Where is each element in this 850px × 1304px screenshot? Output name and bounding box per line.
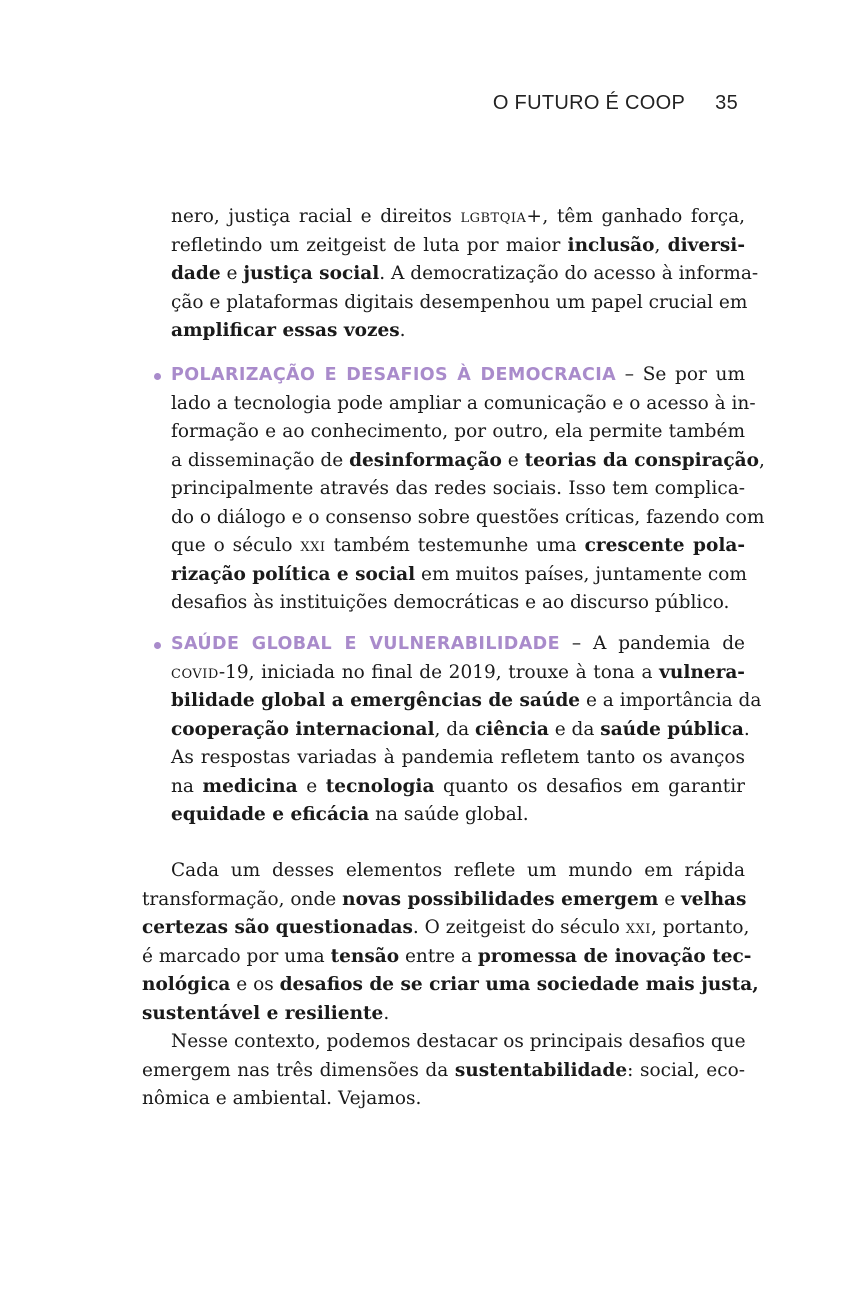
text-line: Nesse contexto, podemos destacar os principais desafios que — [171, 1031, 746, 1052]
bullet-saude — [171, 630, 762, 830]
text-line: que o século xxi também testemunhe uma crescente pola- — [171, 535, 746, 556]
text-line: desafios às instituições democráticas e ao discurso público. — [171, 592, 730, 613]
text-line: nológica e os desafios de se criar uma sociedade mais justa, — [142, 974, 759, 995]
text-line: principalmente através das redes sociais. Isso tem complica- — [171, 478, 745, 499]
bullet-icon — [154, 373, 161, 380]
text-line: amplificar essas vozes. — [171, 320, 406, 341]
text-line: é marcado por uma tensão entre a promessa de inovação tec- — [142, 945, 752, 967]
text-line: refletindo um zeitgeist de luta por maior inclusão, diversi- — [171, 234, 745, 256]
bullet-polarizacao — [171, 361, 765, 618]
text-line: transformação, onde novas possibilidades emergem e velhas — [142, 888, 747, 910]
text-line: POLARIZAÇÃO E DESAFIOS À DEMOCRACIA – Se por um — [171, 364, 745, 385]
text-line: nômica e ambiental. Vejamos. — [142, 1088, 422, 1109]
text-line: As respostas variadas à pandemia refletem tanto os avanços — [171, 747, 745, 768]
bullet-icon — [154, 642, 161, 649]
running-title: O FUTURO É COOP — [492, 92, 686, 114]
text-line: Cada um desses elementos reflete um mundo em rápida — [171, 860, 745, 881]
text-line: nero, justiça racial e direitos lgbtqia+, têm ganhado força, — [171, 206, 745, 227]
text-line: na medicina e tecnologia quanto os desafios em garantir — [171, 775, 745, 797]
text-line: cooperação internacional, da ciência e da saúde pública. — [171, 718, 750, 740]
bullet-heading: SAÚDE GLOBAL E VULNERABILIDADE — [171, 634, 560, 654]
page-number: 35 — [715, 92, 738, 114]
text-line: bilidade global a emergências de saúde e a importância da — [171, 690, 762, 711]
text-line: formação e ao conhecimento, por outro, ela permite também — [171, 421, 745, 442]
text-line: a disseminação de desinformação e teorias da conspiração, — [171, 449, 765, 471]
text-line: covid-19, iniciada no final de 2019, trouxe à tona a vulnera- — [171, 661, 745, 683]
text-line: dade e justiça social. A democratização do acesso à informa- — [171, 263, 759, 284]
body-paragraph-1 — [142, 857, 759, 1028]
text-line: SAÚDE GLOBAL E VULNERABILIDADE – A pandemia de — [171, 633, 746, 654]
text-line: emergem nas três dimensões da sustentabilidade: social, eco- — [142, 1059, 745, 1081]
text-line: certezas são questionadas. O zeitgeist do século xxi, portanto, — [142, 917, 750, 938]
text-line: rização política e social em muitos países, juntamente com — [171, 563, 747, 585]
text-line: do o diálogo e o consenso sobre questões críticas, fazendo com — [171, 506, 765, 528]
bullet-heading: POLARIZAÇÃO E DESAFIOS À DEMOCRACIA — [171, 365, 617, 385]
continuation-paragraph — [171, 203, 759, 346]
running-header — [0, 92, 738, 115]
text-line: equidade e eficácia na saúde global. — [171, 804, 529, 825]
text-line: sustentável e resiliente. — [142, 1002, 390, 1024]
text-line: lado a tecnologia pode ampliar a comunicação e o acesso à in- — [171, 392, 756, 414]
text-line: ção e plataformas digitais desempenhou um papel crucial em — [171, 291, 748, 313]
body-paragraph-2 — [142, 1028, 745, 1114]
